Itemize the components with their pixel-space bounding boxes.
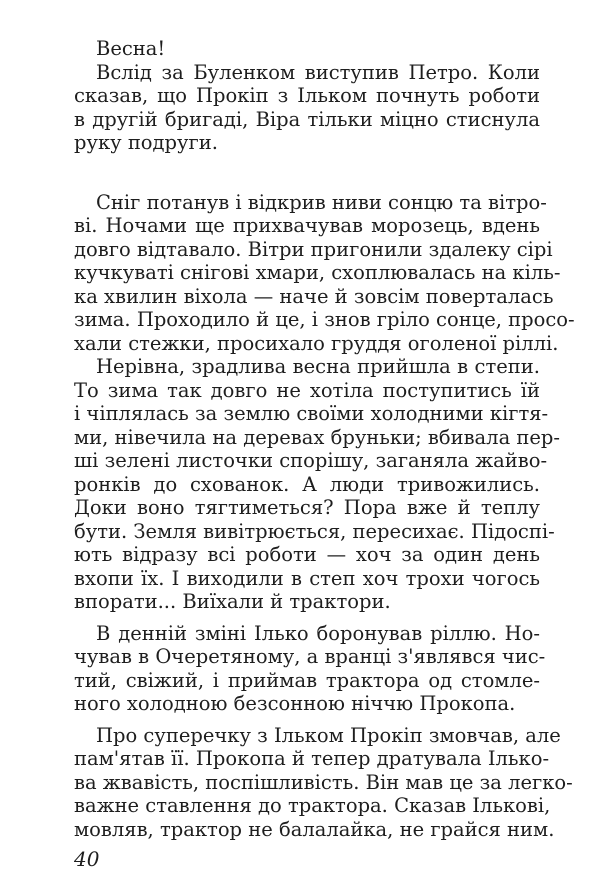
- text-line: в другій бригаді, Віра тільки міцно стиснула: [74, 108, 540, 131]
- text-line: ка хвилин віхола — наче й зовсім поверталась: [74, 285, 554, 308]
- text-line: довго відтавало. Вітри пригонили здалеку сірі: [74, 238, 553, 261]
- page-number: 40: [74, 847, 100, 871]
- text-line: ми, нівечила на деревах бруньки; вбивала пер-: [74, 426, 561, 449]
- text-line: Нерівна, зрадлива весна прийшла в степи.: [96, 355, 540, 378]
- text-line: Вслід за Буленком виступив Петро. Коли: [96, 61, 540, 84]
- text-line: Про суперечку з Ільком Прокіп змовчав, але: [96, 724, 561, 747]
- text-line: пам'ятав її. Прокопа й тепер дратувала Ілько-: [74, 747, 550, 770]
- text-line: вхопи їх. І виходили в степ хоч трохи чогось: [74, 567, 540, 590]
- text-line: ного холодною безсонною ніччю Прокопа.: [74, 692, 516, 715]
- text-line: В денній зміні Ілько боронував ріллю. Но-: [96, 622, 540, 645]
- text-line: Весна!: [96, 37, 166, 60]
- text-line: То зима так довго не хотіла поступитись їй: [74, 379, 540, 402]
- text-line: сказав, що Прокіп з Ільком почнуть роботи: [74, 84, 540, 107]
- text-line: чував в Очеретяному, а вранці з'являвся чис-: [74, 645, 546, 668]
- text-line: ва жвавість, поспішливість. Він мав це за легко-: [74, 771, 573, 794]
- text-line: ві. Ночами ще прихвачував морозець, вдень: [74, 214, 540, 237]
- text-line: хали стежки, просихало груддя оголеної ріллі.: [74, 332, 559, 355]
- text-line: зима. Проходило й це, і знов гріло сонце, просо-: [74, 308, 575, 331]
- text-line: мовляв, трактор не балалайка, не грайся ним.: [74, 818, 555, 841]
- text-line: Доки воно тягтиметься? Пора вже й теплу: [74, 496, 540, 519]
- text-line: бути. Земля вивітрюється, пересихає. Підоспі-: [74, 520, 555, 543]
- text-line: Сніг потанув і відкрив ниви сонцю та вітро-: [96, 191, 547, 214]
- text-line: впорати... Виїхали й трактори.: [74, 590, 391, 613]
- text-line: кучкуваті снігові хмари, схоплювалась на кіль-: [74, 261, 561, 284]
- book-page: [74, 0, 575, 888]
- text-line: тий, свіжий, і приймав трактора од стомле-: [74, 669, 540, 692]
- text-line: ші зелені листочки спорішу, заганяла жайво-: [74, 449, 548, 472]
- text-line: ють відразу всі роботи — хоч за один день: [74, 543, 540, 566]
- text-line: і чіплялась за землю своїми холодними кігтя-: [74, 402, 549, 425]
- text-line: важне ставлення до трактора. Сказав Ількові,: [74, 794, 551, 817]
- text-line: руку подруги.: [74, 131, 218, 154]
- text-line: ронків до схованок. А люди тривожились.: [74, 473, 540, 496]
